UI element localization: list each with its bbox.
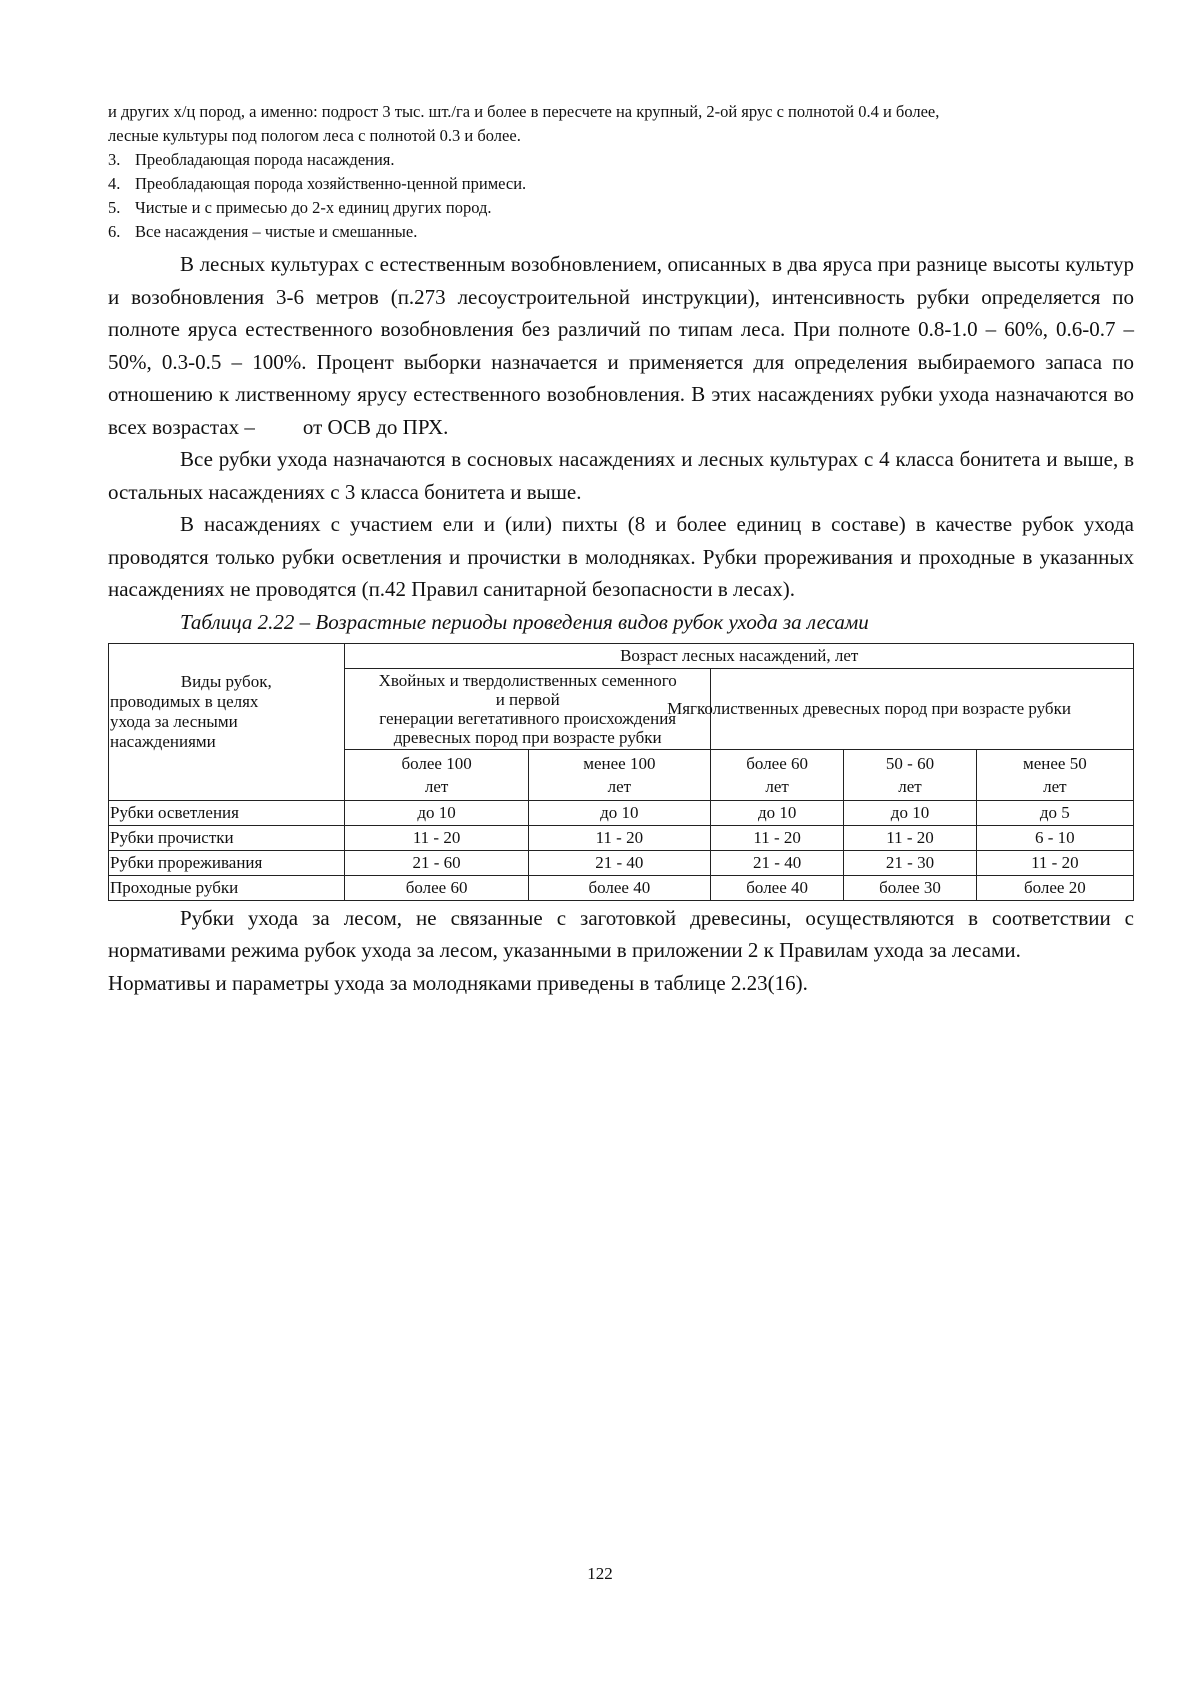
paragraph-young-stands: Нормативы и параметры ухода за молодняками приведены в таблице 2.23(16). [108, 970, 808, 995]
table-cell: более 30 [844, 875, 976, 900]
table-caption: Таблица 2.22 – Возрастные периоды проведения видов рубок ухода за лесами [180, 609, 869, 634]
subheader-cell: 50 - 60 лет [844, 749, 976, 800]
table-cell: до 10 [710, 800, 843, 825]
footnote-item [108, 220, 1134, 244]
footnotes-block [108, 100, 1134, 244]
table-cell: 21 - 40 [528, 850, 710, 875]
table-cell: до 10 [345, 800, 528, 825]
row-header-line: ухода за лесными [110, 711, 238, 731]
row-header-line: Виды рубок, [180, 671, 272, 691]
group-header-line: генерации вегетативного происхождения [379, 708, 677, 728]
footnote-number: 4. [108, 174, 121, 193]
table-cell: 6 - 10 [976, 825, 1133, 850]
group-header-line: древесных пород при возрасте рубки [393, 727, 662, 747]
table-row [109, 800, 1134, 825]
table-cell: более 20 [976, 875, 1133, 900]
footnote-item [108, 148, 1134, 172]
group-header-conifer [345, 668, 711, 749]
footnote-text: Все насаждения – чистые и смешанные. [135, 222, 418, 241]
table-cell: 11 - 20 [528, 825, 710, 850]
group-header-line: Хвойных и твердолиственных семенного [378, 670, 677, 690]
row-header-line: проводимых в целях [110, 691, 259, 711]
table-cell: более 40 [710, 875, 843, 900]
table-row [109, 875, 1134, 900]
table-cell: 21 - 60 [345, 850, 528, 875]
paragraph-text: В лесных культурах с естественным возобновлением, описанных в два яруса при разнице высоты культур и возобновления 3-6 метров (п.273 лесоустроительной инструкции), интенсивность рубки определяется по полноте яруса естественного возобновления без различий по типам леса. При полноте 0.8-1.0 – 60%, 0.6-0.7 – 50%, 0.3-0.5 – 100%. Процент выборки назначается и применяется для определения выбираемого запаса по отношению к лиственному ярусу естественного возобновления. В этих насаждениях рубки ухода назначаются во всех возрастах – [108, 252, 1134, 439]
table-row [109, 850, 1134, 875]
top-header-cell: Возраст лесных насаждений, лет [345, 643, 1134, 668]
subheader-cell: менее 100 лет [528, 749, 710, 800]
table-cell: 21 - 30 [844, 850, 976, 875]
subheader-cell: менее 50 лет [976, 749, 1133, 800]
row-name: Рубки прореживания [109, 850, 345, 875]
group-header-softwood: Мягколиственных древесных пород при возрасте рубки [710, 668, 1133, 749]
table-cell: 11 - 20 [844, 825, 976, 850]
row-name: Рубки прочистки [109, 825, 345, 850]
intro-line-1: и других х/ц пород, а именно: подрост 3 тыс. шт./га и более в пересчете на крупный, 2-ой ярус с полнотой 0.4 и более, [108, 102, 940, 121]
footnote-text: Преобладающая порода насаждения. [135, 150, 395, 169]
footnote-item [108, 172, 1134, 196]
footnote-text: Преобладающая порода хозяйственно-ценной примеси. [135, 174, 527, 193]
table-cell: до 10 [844, 800, 976, 825]
paragraph-care-norms: Рубки ухода за лесом, не связанные с заготовкой древесины, осуществляются в соответствии с нормативами режима рубок ухода за лесом, указанными в приложении 2 к Правилам ухода за лесами. [108, 905, 1134, 962]
footnote-item [108, 196, 1134, 220]
table-cell: 11 - 20 [345, 825, 528, 850]
row-name: Рубки осветления [109, 800, 345, 825]
page-number: 122 [587, 1564, 613, 1583]
footnote-number: 5. [108, 198, 121, 217]
table-row [109, 825, 1134, 850]
paragraph-natural-regeneration [108, 248, 1134, 443]
row-header-line: насаждениями [110, 731, 216, 751]
table-cell: более 60 [345, 875, 528, 900]
page-content [108, 100, 1134, 999]
footnote-number: 6. [108, 222, 121, 241]
table-cell: 21 - 40 [710, 850, 843, 875]
paragraph-text-end: от ОСВ до ПРХ. [302, 414, 449, 439]
row-name: Проходные рубки [109, 875, 345, 900]
intro-line-2: лесные культуры под пологом леса с полнотой 0.3 и более. [108, 126, 521, 145]
subheader-cell: более 100 лет [345, 749, 528, 800]
row-header-cell [109, 643, 345, 800]
paragraph-spruce-fir: В насаждениях с участием ели и (или) пихты (8 и более единиц в составе) в качестве рубок ухода проводятся только рубки осветления и прочистки в молодняках. Рубки прореживания и проходные в указанных насаждениях не проводятся (п.42 Правил санитарной безопасности в лесах). [108, 512, 1134, 601]
table-cell: более 40 [528, 875, 710, 900]
subheader-cell: более 60 лет [710, 749, 843, 800]
age-periods-table [108, 643, 1134, 901]
paragraph-bonitet: Все рубки ухода назначаются в сосновых насаждениях и лесных культурах с 4 класса бонитета и выше, в остальных насаждениях с 3 класса бонитета и выше. [108, 447, 1134, 504]
footnote-number: 3. [108, 150, 121, 169]
table-cell: до 10 [528, 800, 710, 825]
footnote-text: Чистые и с примесью до 2-х единиц других пород. [135, 198, 492, 217]
table-cell: до 5 [976, 800, 1133, 825]
group-header-line: и первой [495, 689, 560, 709]
table-cell: 11 - 20 [976, 850, 1133, 875]
table-cell: 11 - 20 [710, 825, 843, 850]
